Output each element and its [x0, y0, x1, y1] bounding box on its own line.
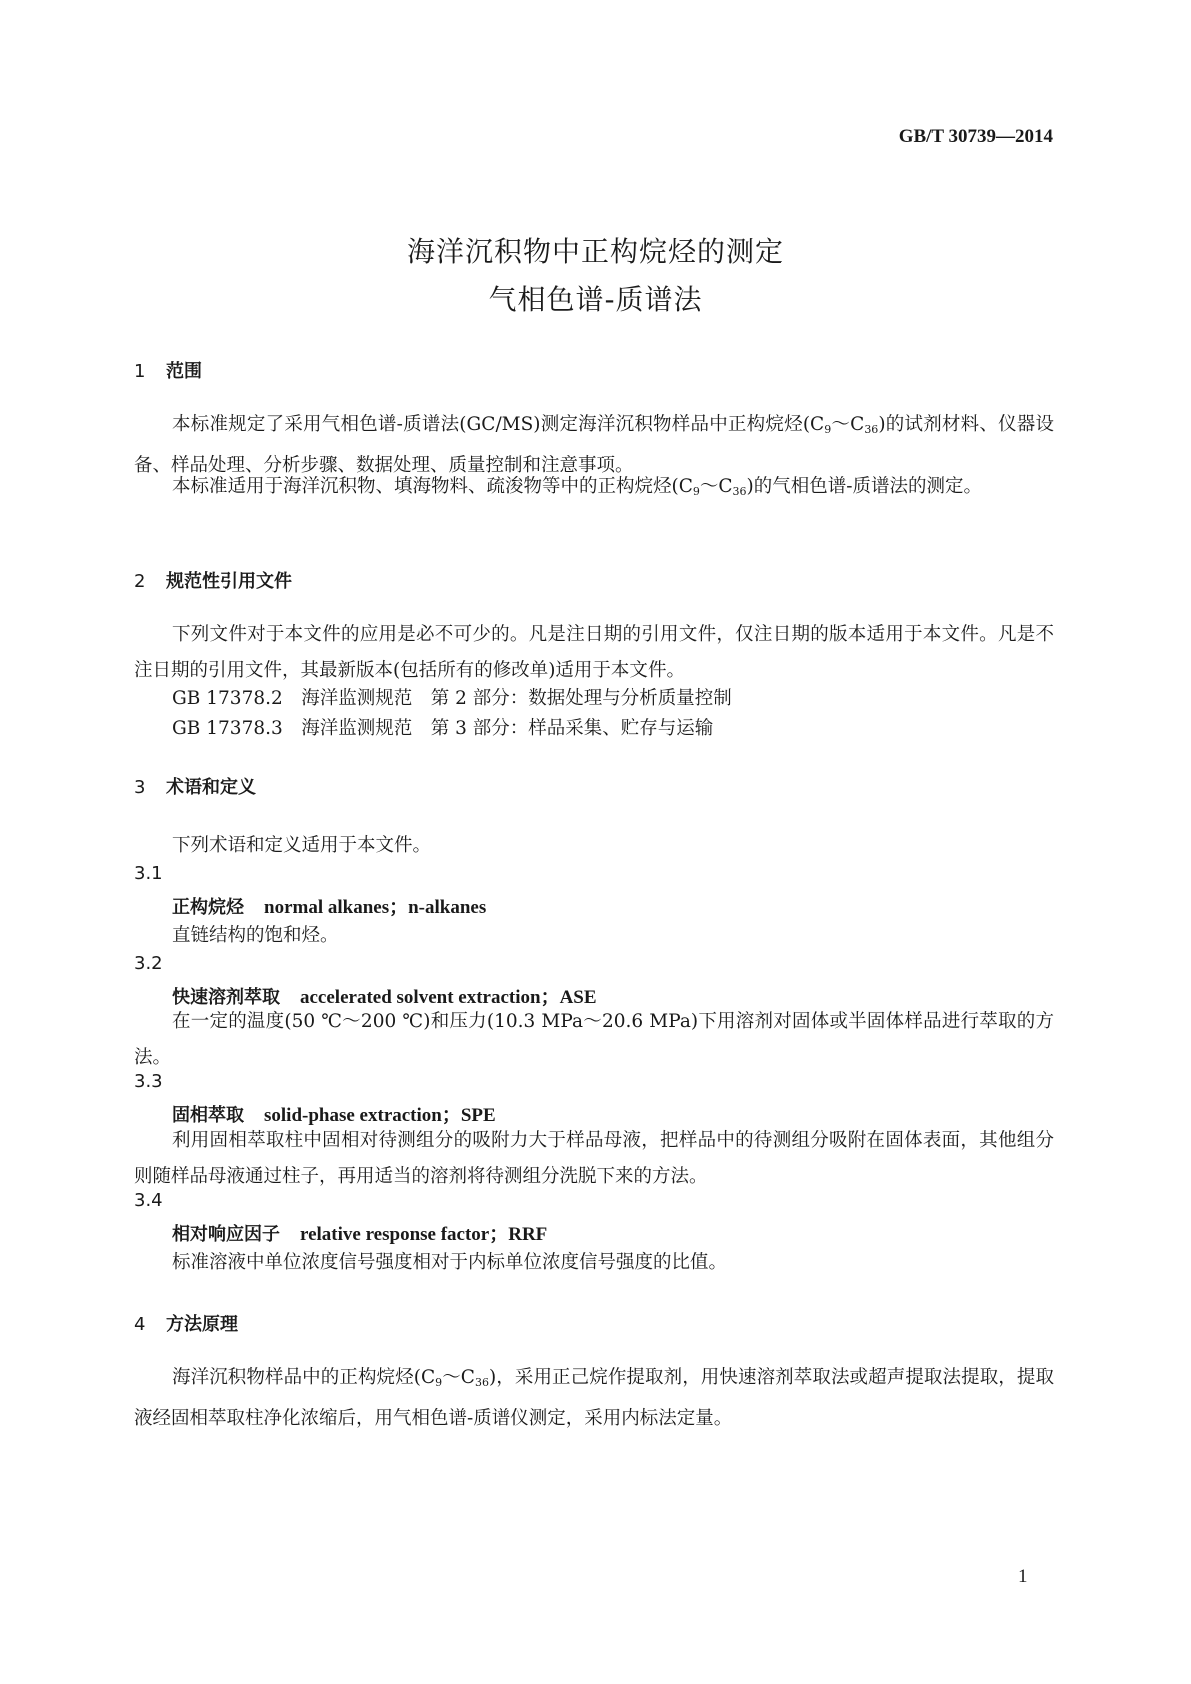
section-3-heading — [134, 773, 256, 799]
term-zh: 快速溶剂萃取 — [172, 987, 280, 1008]
term-heading — [172, 892, 486, 919]
document-title: 海洋沉积物中正构烷烃的测定 — [406, 235, 784, 268]
text-run: )的试剂材料、仪器设备、样品处理、分析步骤、数据处理、质量控制和注意事项。 — [134, 414, 1055, 476]
term-number: 3.2 — [134, 953, 163, 974]
text-run: ～C — [442, 1367, 475, 1388]
subscript: 9 — [435, 1376, 443, 1389]
text-run: ～C — [699, 476, 733, 497]
section-4-heading — [134, 1310, 238, 1336]
subscript: 36 — [732, 485, 747, 498]
section-1-heading — [134, 357, 202, 383]
standard-code: GB/T 30739—2014 — [898, 126, 1053, 147]
section-title: 规范性引用文件 — [166, 571, 292, 592]
section-title: 方法原理 — [166, 1314, 238, 1335]
term-en: normal alkanes；n-alkanes — [264, 897, 487, 918]
subscript: 9 — [824, 423, 832, 436]
document-subtitle: 气相色谱-质谱法 — [488, 283, 703, 316]
term-definition: 标准溶液中单位浓度信号强度相对于内标单位浓度信号强度的比值。 — [172, 1252, 728, 1273]
section-2-heading — [134, 567, 292, 593]
subscript: 36 — [474, 1376, 489, 1389]
text-run: 海洋沉积物样品中的正构烷烃(C — [172, 1367, 436, 1388]
scope-paragraph-2 — [134, 469, 1054, 510]
text-run: )的气相色谱-质谱法的测定。 — [746, 476, 983, 497]
text-run: ～C — [831, 414, 865, 435]
section-number: 1 — [134, 361, 146, 382]
principle-paragraph — [134, 1360, 1054, 1437]
term-zh: 固相萃取 — [172, 1105, 244, 1126]
term-definition: 利用固相萃取柱中固相对待测组分的吸附力大于样品母液，把样品中的待测组分吸附在固体表面，其他组分则随样品母液通过柱子，再用适当的溶剂将待测组分洗脱下来的方法。 — [134, 1130, 1054, 1187]
term-zh: 正构烷烃 — [172, 897, 244, 918]
terms-intro: 下列术语和定义适用于本文件。 — [172, 835, 432, 856]
term-heading — [172, 1219, 547, 1246]
page-number: 1 — [1018, 1566, 1028, 1587]
term-en: solid-phase extraction；SPE — [264, 1105, 496, 1126]
section-number: 4 — [134, 1314, 146, 1335]
section-title: 术语和定义 — [166, 777, 256, 798]
term-en: relative response factor；RRF — [300, 1224, 548, 1245]
section-number: 3 — [134, 777, 146, 798]
term-definition: 在一定的温度(50 ℃～200 ℃)和压力(10.3 MPa～20.6 MPa)下用溶剂对固体或半固体样品进行萃取的方法。 — [134, 1011, 1054, 1068]
term-definition: 直链结构的饱和烃。 — [172, 925, 339, 946]
term-number: 3.1 — [134, 863, 163, 884]
reference-item: GB 17378.2 海洋监测规范 第 2 部分：数据处理与分析质量控制 — [172, 688, 732, 709]
text-run: 本标准适用于海洋沉积物、填海物料、疏浚物等中的正构烷烃(C — [172, 476, 693, 497]
term-en: accelerated solvent extraction；ASE — [300, 987, 597, 1008]
term-number: 3.3 — [134, 1071, 163, 1092]
subscript: 36 — [864, 423, 879, 436]
subscript: 9 — [692, 485, 700, 498]
section-title: 范围 — [166, 361, 202, 382]
term-zh: 相对响应因子 — [172, 1224, 280, 1245]
text-run: 本标准规定了采用气相色谱-质谱法(GC/MS)测定海洋沉积物样品中正构烷烃(C — [172, 414, 825, 435]
text-run: )，采用正己烷作提取剂，用快速溶剂萃取法或超声提取法提取，提取液经固相萃取柱净化浓缩后，用气相色谱-质谱仪测定，采用内标法定量。 — [134, 1367, 1054, 1429]
term-number: 3.4 — [134, 1190, 163, 1211]
references-paragraph: 下列文件对于本文件的应用是必不可少的。凡是注日期的引用文件，仅注日期的版本适用于本文件。凡是不注日期的引用文件，其最新版本(包括所有的修改单)适用于本文件。 — [134, 624, 1054, 681]
section-number: 2 — [134, 571, 146, 592]
reference-item: GB 17378.3 海洋监测规范 第 3 部分：样品采集、贮存与运输 — [172, 718, 714, 739]
